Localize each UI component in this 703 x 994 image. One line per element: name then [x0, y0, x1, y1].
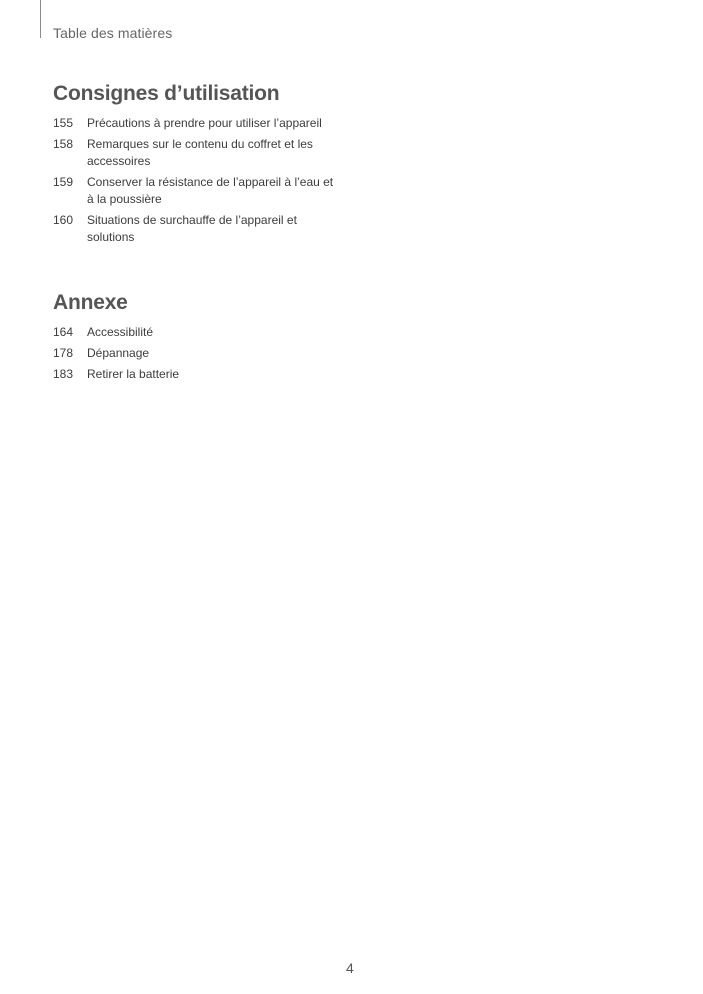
toc-entry[interactable]: [53, 174, 353, 208]
toc-entry[interactable]: [53, 115, 353, 132]
toc-entry[interactable]: [53, 324, 353, 341]
toc-entry-label: Accessibilité: [87, 325, 154, 339]
margin-rule: [40, 0, 41, 38]
toc-page-number: 159: [53, 175, 74, 189]
toc-page-number: 155: [53, 116, 74, 130]
toc-entry-label: Dépannage: [87, 346, 150, 360]
toc-entry[interactable]: [53, 345, 353, 362]
toc-entry-label: Remarques sur le contenu du coffret et les accessoires: [87, 137, 313, 168]
toc-section-consignes: [53, 82, 353, 250]
running-header: Table des matières: [53, 25, 173, 41]
toc-entry-label: Retirer la batterie: [87, 367, 180, 381]
toc-page-number: 164: [53, 325, 74, 339]
toc-page-number: 158: [53, 137, 74, 151]
toc-page-number: 160: [53, 213, 74, 227]
section-title: Consignes d’utilisation: [53, 82, 280, 105]
page-number: 4: [346, 960, 354, 976]
toc-entry[interactable]: [53, 212, 353, 246]
toc-page-number: 183: [53, 367, 74, 381]
toc-entry[interactable]: [53, 136, 353, 170]
toc-section-annexe: [53, 291, 353, 387]
toc-entry-label: Conserver la résistance de l’appareil à l’eau et à la poussière: [87, 175, 334, 206]
toc-page-number: 178: [53, 346, 74, 360]
toc-entry-label: Situations de surchauffe de l’appareil et solutions: [87, 213, 297, 244]
section-title: Annexe: [53, 291, 128, 314]
toc-entry-label: Précautions à prendre pour utiliser l’appareil: [87, 116, 322, 130]
toc-entry[interactable]: [53, 366, 353, 383]
